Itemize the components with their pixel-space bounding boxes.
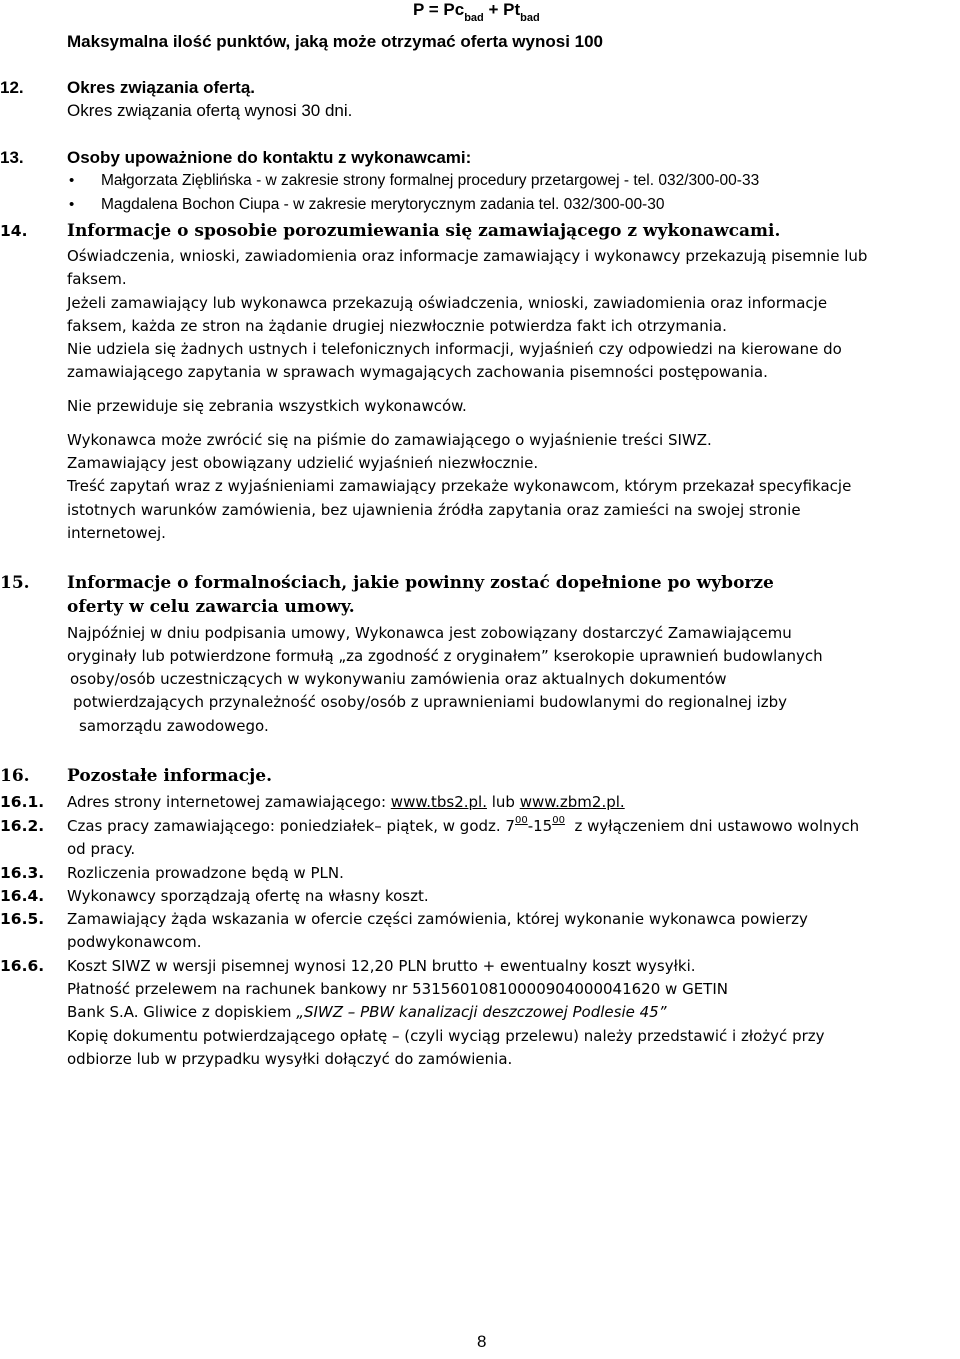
formula [413, 0, 540, 24]
transfer-note: „SIWZ – PBW kanalizacji deszczowej Podlesie 45” [296, 1003, 667, 1021]
page-number: 8 [477, 1332, 487, 1351]
website-link-1[interactable]: www.tbs2.pl. [390, 793, 487, 811]
item-16-1-label: Adres strony internetowej zamawiającego: [67, 793, 391, 811]
section-14-line: faksem, każda ze stron na żądanie drugiej niezwłocznie potwierdza fakt ich otrzymania. [67, 317, 727, 335]
formula-sub-1: bad [464, 12, 484, 24]
max-points: Maksymalna ilość punktów, jaką może otrzymać oferta wynosi 100 [67, 32, 604, 51]
item-16-4-number: 16.4. [0, 887, 45, 905]
section-12-text: Okres związania ofertą wynosi 30 dni. [67, 101, 353, 120]
section-14-title: Informacje o sposobie porozumiewania się zamawiającego z wykonawcami. [67, 221, 781, 241]
contact-person-1: Małgorzata Zięblińska - w zakresie strony formalnej procedury przetargowej - tel. 032/300-00-33 [101, 172, 760, 189]
item-16-5-line-1: Zamawiający żąda wskazania w ofercie części zamówienia, której wykonanie wykonawca powierzy [67, 910, 808, 928]
item-16-3-number: 16.3. [0, 864, 45, 882]
website-link-2[interactable]: www.zbm2.pl. [519, 793, 625, 811]
item-16-2-part-a: Czas pracy zamawiającego: poniedziałek– piątek, w godz. 7 [67, 817, 515, 835]
section-14-number: 14. [0, 222, 28, 240]
item-16-4-text: Wykonawcy sporządzają ofertę na własny koszt. [67, 887, 429, 905]
item-16-3-text: Rozliczenia prowadzone będą w PLN. [67, 864, 344, 882]
bullet-icon: • [69, 196, 75, 213]
item-16-6-number: 16.6. [0, 957, 45, 975]
section-14-line: Jeżeli zamawiający lub wykonawca przekazują oświadczenia, wnioski, zawiadomienia oraz informacje [67, 294, 828, 312]
item-16-6-line-3-prefix: Bank S.A. Gliwice z dopiskiem [67, 1003, 297, 1021]
section-14-line: istotnych warunków zamówienia, bez ujawnienia źródła zapytania oraz zamieści na swojej stronie [67, 501, 801, 519]
formula-sub-2: bad [520, 12, 540, 24]
item-16-1-text [67, 793, 625, 811]
item-16-5-number: 16.5. [0, 910, 45, 928]
hours-sup-2: 00 [552, 815, 565, 826]
section-15-line: Najpóźniej w dniu podpisania umowy, Wykonawca jest zobowiązany dostarczyć Zamawiającemu [67, 624, 792, 642]
section-15-line: oryginały lub potwierdzone formułą „za zgodność z oryginałem” kserokopie uprawnień budowlanych [67, 647, 823, 665]
section-15-title-line-2: oferty w celu zawarcia umowy. [67, 597, 355, 617]
section-14-line: Oświadczenia, wnioski, zawiadomienia oraz informacje zamawiający i wykonawcy przekazują pisemnie lub [67, 247, 868, 265]
section-12-number: 12. [0, 78, 24, 97]
section-14-line: zamawiającego zapytania w sprawach wymagających zachowania pisemności postępowania. [67, 363, 768, 381]
item-16-2-number: 16.2. [0, 817, 45, 835]
section-16-number: 16. [0, 766, 30, 786]
section-14-line: Wykonawca może zwrócić się na piśmie do zamawiającego o wyjaśnienie treści SIWZ. [67, 431, 712, 449]
item-16-2-text [67, 817, 859, 835]
item-16-2-line-2: od pracy. [67, 840, 136, 858]
section-14-line: internetowej. [67, 524, 166, 542]
item-16-5-line-2: podwykonawcom. [67, 933, 202, 951]
section-15-line: osoby/osób uczestniczących w wykonywaniu zamówienia oraz aktualnych dokumentów [70, 670, 727, 688]
section-13-number: 13. [0, 148, 24, 167]
section-16-title: Pozostałe informacje. [67, 766, 273, 786]
item-16-6-line-3 [67, 1003, 667, 1021]
formula-p: P = Pc [413, 0, 465, 19]
section-15-line: potwierdzających przynależność osoby/osób z uprawnieniami budowlanymi do regionalnej izby [73, 693, 788, 711]
section-15-title-line-1: Informacje o formalnościach, jakie powinny zostać dopełnione po wyborze [67, 573, 774, 593]
item-16-2-part-c: z wyłączeniem dni ustawowo wolnych [564, 817, 860, 835]
hours-sup-1: 00 [514, 815, 528, 826]
item-16-6-line-2: Płatność przelewem na rachunek bankowy nr 53156010810000904000041620 w GETIN [67, 980, 728, 998]
section-14-line: Nie przewiduje się zebrania wszystkich wykonawców. [67, 397, 467, 415]
section-14-line: Zamawiający jest obowiązany udzielić wyjaśnień niezwłocznie. [67, 454, 539, 472]
section-14-line: faksem. [67, 270, 127, 288]
formula-plus: + Pt [488, 0, 521, 19]
bullet-icon: • [69, 172, 75, 189]
section-14-line: Treść zapytań wraz z wyjaśnieniami zamawiający przekaże wykonawcom, którym przekazał specyfikacje [67, 477, 852, 495]
section-13-title: Osoby upoważnione do kontaktu z wykonawcami: [67, 148, 472, 167]
section-15-line: samorządu zawodowego. [79, 717, 269, 735]
item-16-1-number: 16.1. [0, 793, 45, 811]
section-12-title: Okres związania ofertą. [67, 78, 256, 97]
item-16-1-or: lub [486, 793, 520, 811]
section-14-line: Nie udziela się żadnych ustnych i telefonicznych informacji, wyjaśnień czy odpowiedzi na kierowane do [67, 340, 842, 358]
contact-person-2: Magdalena Bochon Ciupa - w zakresie merytorycznym zadania tel. 032/300-00-30 [101, 196, 665, 213]
item-16-6-line-5: odbiorze lub w przypadku wysyłki dołączyć do zamówienia. [67, 1050, 513, 1068]
item-16-6-line-1: Koszt SIWZ w wersji pisemnej wynosi 12,20 PLN brutto + ewentualny koszt wysyłki. [67, 957, 696, 975]
item-16-6-line-4: Kopię dokumentu potwierdzającego opłatę – (czyli wyciąg przelewu) należy przedstawić i złożyć przy [67, 1027, 825, 1045]
section-15-number: 15. [0, 573, 30, 593]
item-16-2-part-b: -15 [527, 817, 553, 835]
